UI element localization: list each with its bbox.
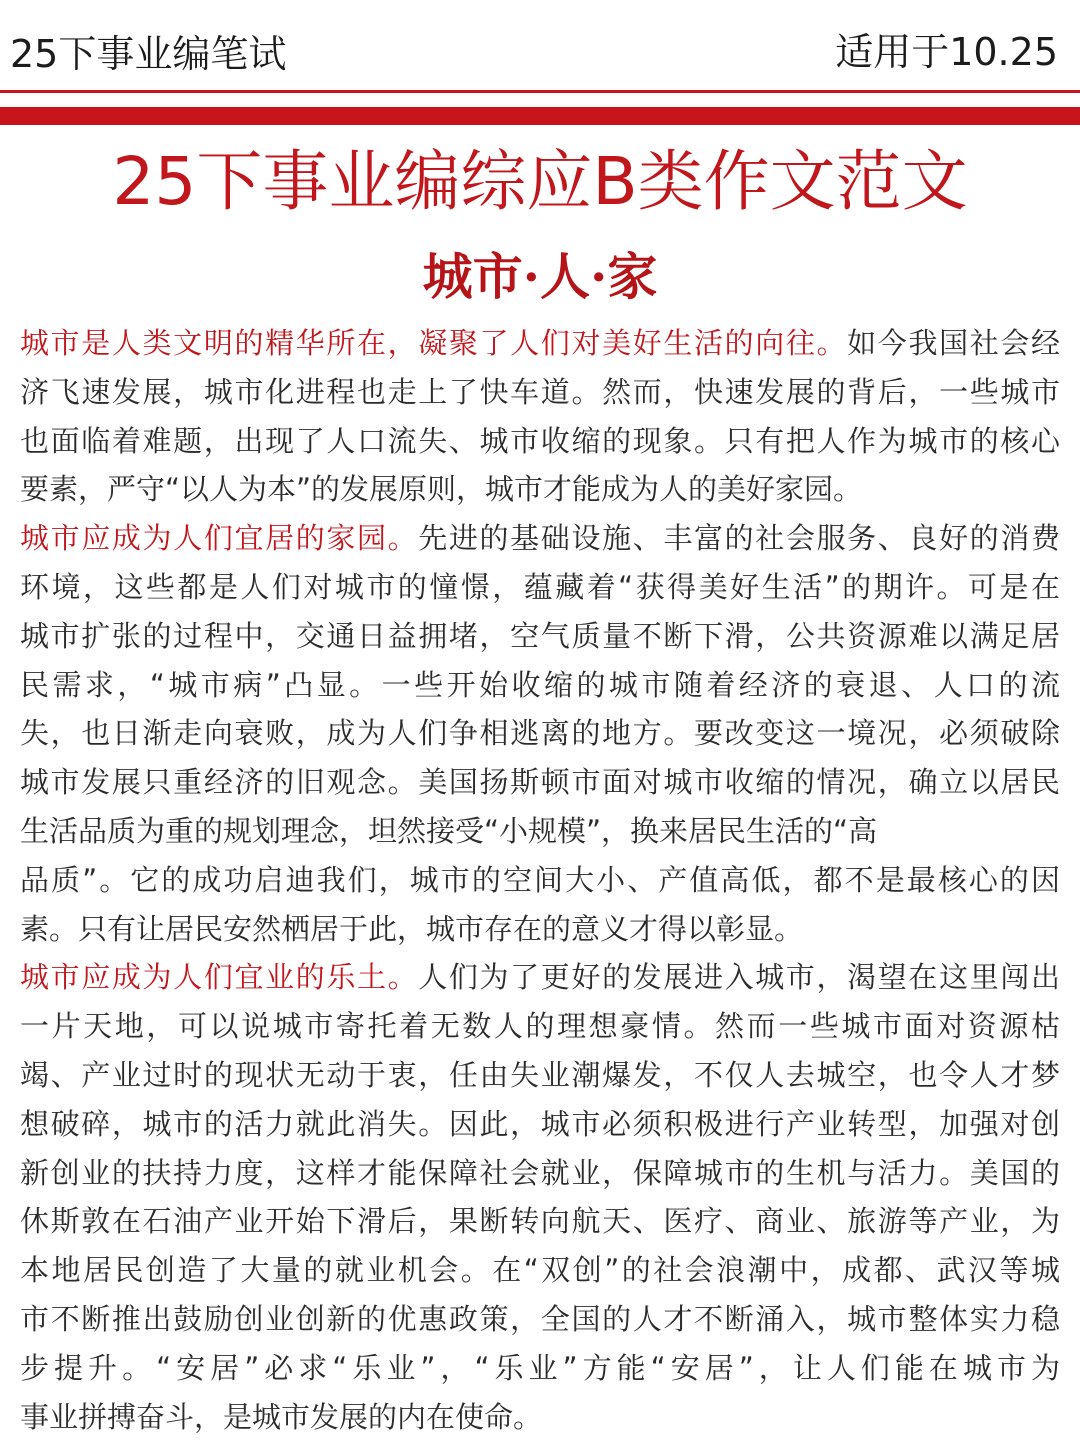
line-text: 如今我国社会经 [847, 326, 1060, 360]
header-divider-thick [0, 107, 1080, 125]
essay-line: 素。只有让居民安然栖居于此，城市存在的意义才得以彰显。 [20, 911, 804, 946]
essay-line: 本地居民创造了大量的就业机会。在“双创”的社会浪潮中，成都、武汉等城 [20, 1253, 1060, 1288]
essay-line [20, 319, 1060, 368]
page-header [0, 0, 1080, 96]
header-divider-thin [0, 90, 1080, 93]
exam-label: 25下事业编笔试 [10, 32, 287, 76]
essay-line: 要素，严守“以人为本”的发展原则，城市才能成为人的美好家园。 [20, 472, 863, 507]
essay-line: 事业拼搏奋斗，是城市发展的内在使命。 [20, 1399, 543, 1434]
essay-line: 新创业的扶持力度，这样才能保障社会就业，保障城市的生机与活力。美国的 [20, 1155, 1060, 1190]
essay-line: 竭、产业过时的现状无动于衷，任由失业潮爆发，不仅人去城空，也令人才梦 [20, 1057, 1060, 1092]
essay-line: 失，也日渐走向衰败，成为人们争相逃离的地方。要改变这一境况，必须破除 [20, 716, 1060, 751]
essay-line: 民需求，“城市病”凸显。一些开始收缩的城市随着经济的衰退、人口的流 [20, 667, 1060, 702]
applicable-date: 适用于10.25 [835, 30, 1058, 74]
document-title: 25下事业编综应B类作文范文 [112, 143, 968, 220]
topic-sentence: 城市应成为人们宜居的家园。 [20, 521, 419, 556]
essay-line: 城市发展只重经济的旧观念。美国扬斯顿市面对城市收缩的情况，确立以居民 [20, 765, 1060, 800]
essay-line [20, 514, 1060, 563]
essay-line: 步提升。“安居”必求“乐业”，“乐业”方能“安居”，让人们能在城市为 [20, 1350, 1060, 1385]
essay-line: 城市扩张的过程中，交通日益拥堵，空气质量不断下滑，公共资源难以满足居 [20, 618, 1060, 653]
essay-line: 想破碎，城市的活力就此消失。因此，城市必须积极进行产业转型，加强对创 [20, 1106, 1060, 1141]
line-text: 人们为了更好的发展进入城市，渴望在这里闯出 [418, 960, 1060, 995]
essay-line: 品质”。它的成功启迪我们，城市的空间大小、产值高低，都不是最核心的因 [20, 862, 1060, 897]
essay-line: 一片天地，可以说城市寄托着无数人的理想豪情。然而一些城市面对资源枯 [20, 1009, 1060, 1044]
topic-sentence: 城市是人类文明的精华所在，凝聚了人们对美好生活的向往。 [20, 326, 848, 360]
essay-body [20, 319, 1060, 1441]
essay-line: 环境，这些都是人们对城市的憧憬，蕴藏着“获得美好生活”的期许。可是在 [20, 569, 1060, 604]
essay-line: 休斯敦在石油产业开始下滑后，果断转向航天、医疗、商业、旅游等产业，为 [20, 1204, 1060, 1239]
essay-line: 市不断推出鼓励创业创新的优惠政策，全国的人才不断涌入，城市整体实力稳 [20, 1301, 1060, 1336]
essay-line: 也面临着难题，出现了人口流失、城市收缩的现象。只有把人作为城市的核心 [20, 423, 1060, 458]
essay-title: 城市·人·家 [422, 247, 658, 306]
essay-line: 济飞速发展，城市化进程也走上了快车道。然而，快速发展的背后，一些城市 [20, 374, 1060, 409]
topic-sentence: 城市应成为人们宜业的乐土。 [20, 960, 419, 995]
line-text: 先进的基础设施、丰富的社会服务、良好的消费 [418, 521, 1060, 556]
essay-line [20, 953, 1060, 1002]
essay-line: 生活品质为重的规划理念，坦然接受“小规模”，换来居民生活的“高 [20, 813, 878, 848]
